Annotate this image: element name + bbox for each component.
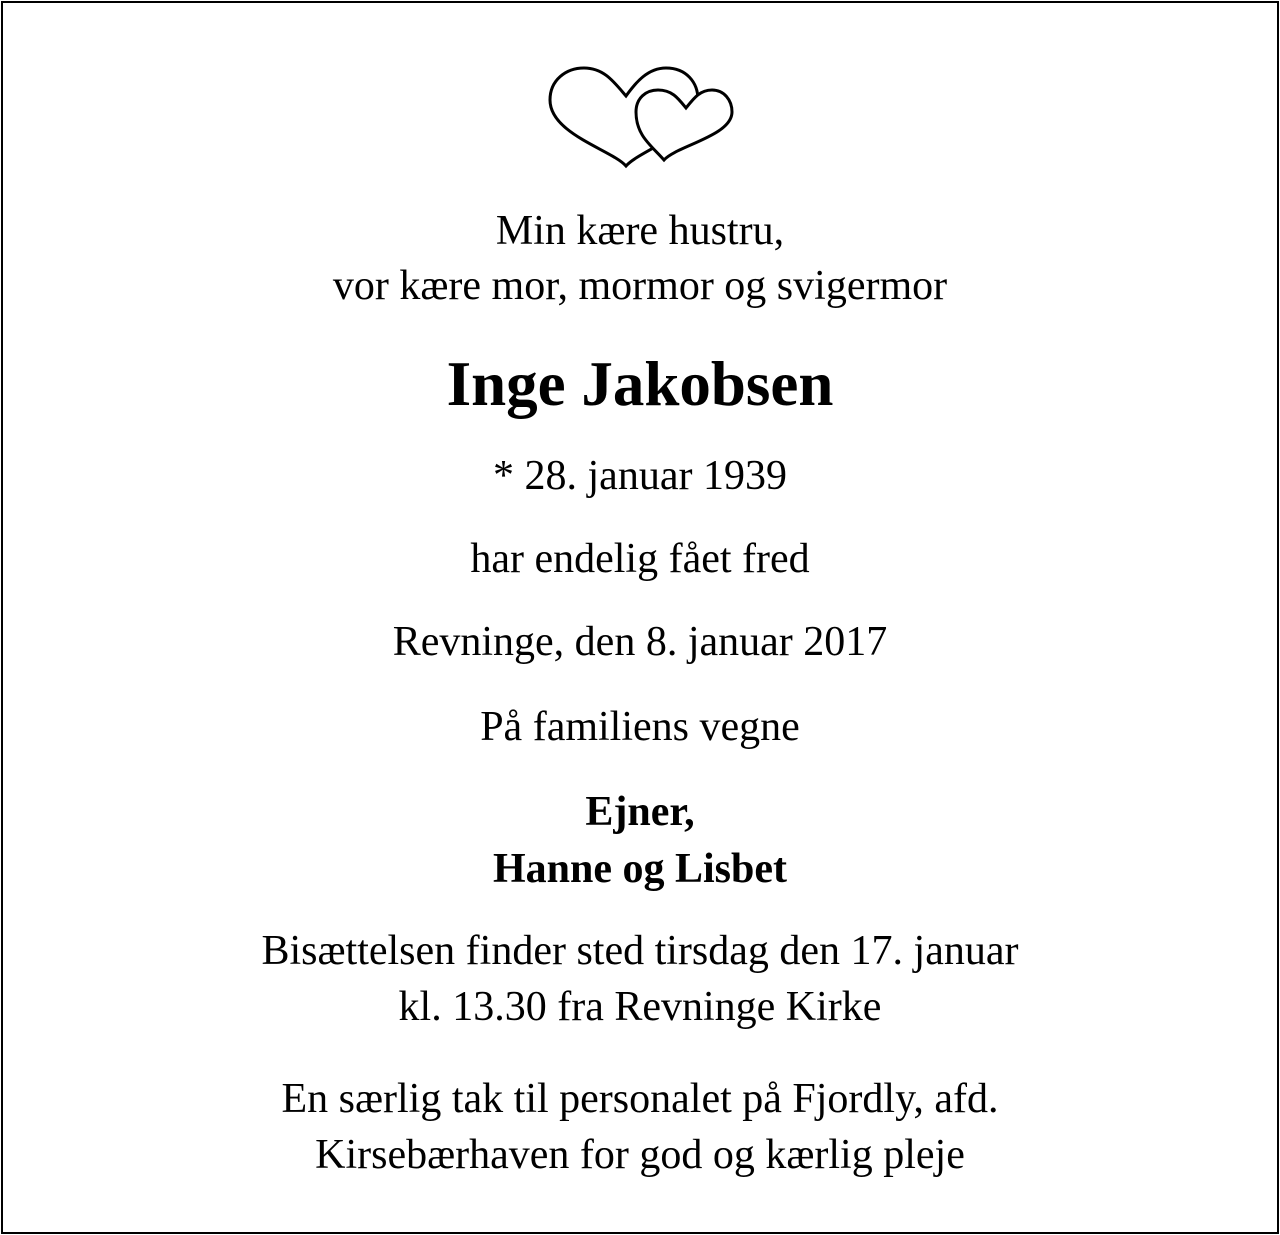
signatory-line-1: Ejner, — [585, 789, 695, 835]
birth-date: * 28. januar 1939 — [493, 453, 787, 499]
on-behalf: På familiens vegne — [480, 704, 800, 750]
message-line: har endelig fået fred — [470, 536, 810, 582]
thanks-line-1: En særlig tak til personalet på Fjordly, afd. — [281, 1076, 999, 1122]
intro-line-2: vor kære mor, mormor og svigermor — [332, 263, 948, 309]
intro-line-1: Min kære hustru, — [495, 208, 785, 254]
signatory-line-2: Hanne og Lisbet — [492, 846, 788, 892]
funeral-line-1: Bisættelsen finder sted tirsdag den 17. januar — [261, 928, 1019, 974]
funeral-line-2: kl. 13.30 fra Revninge Kirke — [398, 984, 882, 1030]
notice-frame — [1, 1, 1279, 1234]
deceased-name: Inge Jakobsen — [446, 349, 834, 419]
place-date: Revninge, den 8. januar 2017 — [392, 619, 888, 665]
two-hearts-icon — [546, 64, 736, 170]
thanks-line-2: Kirsebærhaven for god og kærlig pleje — [315, 1132, 965, 1178]
